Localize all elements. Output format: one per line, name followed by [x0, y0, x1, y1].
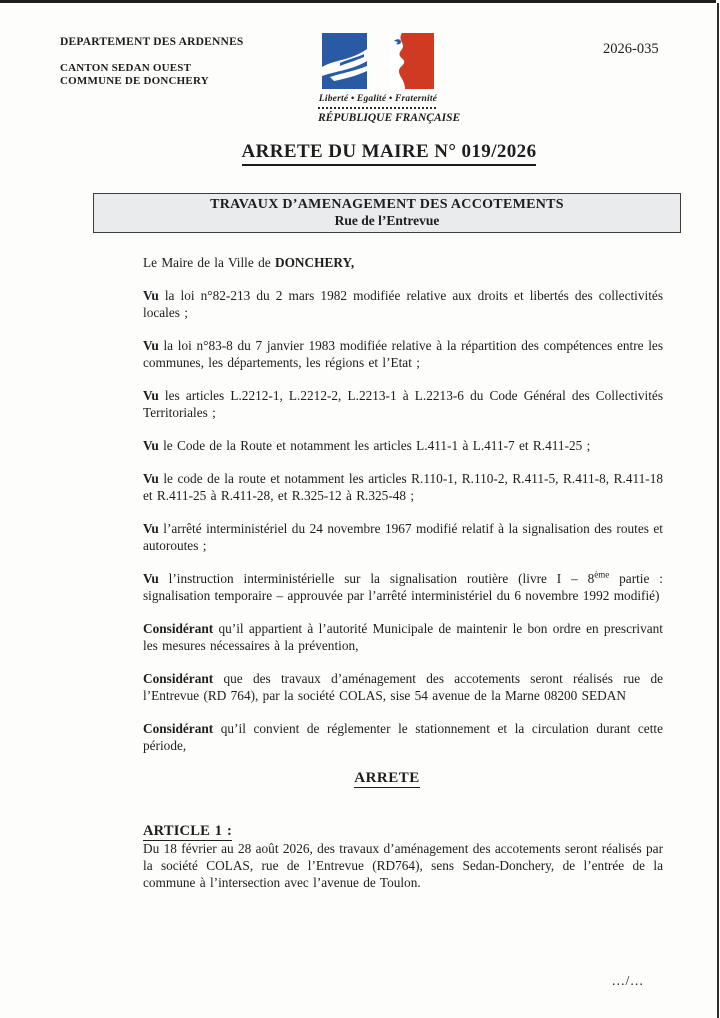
body-paragraph-3: Vu la loi n°83-8 du 7 janvier 1983 modifiée relative à la répartition des compétences entre les communes, les départements, les régions et l’Etat ; [143, 338, 663, 370]
body-paragraphs [143, 254, 663, 754]
body-paragraph-9: Considérant qu’il appartient à l’autorité Municipale de maintenir le bon ordre en prescrivant les mesures nécessaires à la prévention, [143, 621, 663, 653]
document-title: ARRETE DU MAIRE N° 019/2026 [95, 141, 683, 163]
canton-label: CANTON SEDAN OUEST [60, 62, 192, 74]
page-continuation-mark: .../... [612, 974, 644, 989]
republic-logo-block [318, 33, 461, 124]
subject-line-1: TRAVAUX D’AMENAGEMENT DES ACCOTEMENTS [210, 197, 564, 212]
body-paragraph-2: Vu la loi n°82-213 du 2 mars 1982 modifiée relative aux droits et libertés des collectivités locales ; [143, 288, 663, 320]
article-1-text: Du 18 février au 28 août 2026, des travaux d’aménagement des accotements seront réalisés par la société COLAS, rue de l’Entrevue (RD764), sens Sedan-Donchery, de l’entrée de la commune à l’intersection avec l’avenue de Toulon. [143, 841, 663, 890]
subject-box [93, 193, 681, 233]
body-paragraph-11: Considérant qu’il convient de réglementer le stationnement et la circulation durant cette période, [143, 721, 663, 753]
document-body [143, 254, 663, 907]
scan-edge-top [0, 0, 716, 3]
body-paragraph-4: Vu les articles L.2212-1, L.2212-2, L.2213-1 à L.2213-6 du Code Général des Collectivités Territoriales ; [143, 388, 663, 420]
body-paragraph-1: Le Maire de la Ville de DONCHERY, [143, 255, 355, 270]
subject-line-2: Rue de l’Entrevue [334, 213, 440, 228]
header-administrative-block [60, 36, 244, 88]
logo-divider [318, 107, 438, 109]
body-paragraph-10: Considérant que des travaux d’aménagement des accotements seront réalisés rue de l’Entrevue (RD 764), par la société COLAS, sise 54 avenue de la Marne 08200 SEDAN [143, 671, 663, 703]
department-label: DEPARTEMENT DES ARDENNES [60, 36, 244, 48]
arrete-heading: ARRETE [354, 770, 420, 786]
logo-motto: Liberté • Egalité • Fraternité [318, 94, 438, 104]
body-paragraph-6: Vu le code de la route et notamment les articles R.110-1, R.110-2, R.411-5, R.411-8, R.411-18 et R.411-25 à R.411-28, et R.325-12 à R.325-48 ; [143, 471, 663, 503]
scan-edge-right [717, 3, 719, 1018]
reference-number: 2026-035 [603, 41, 659, 57]
body-paragraph-8: Vu l’instruction interministérielle sur la signalisation routière (livre I – 8ème partie : signalisation temporaire – approuvée par l’arrêté interministériel du 6 novembre 1992 modifié) [143, 569, 663, 603]
body-paragraph-7: Vu l’arrêté interministériel du 24 novembre 1967 modifié relatif à la signalisation des routes et autoroutes ; [143, 521, 663, 553]
logo-republic-label: RÉPUBLIQUE FRANÇAISE [318, 112, 461, 124]
article-1-heading: ARTICLE 1 : [143, 823, 233, 839]
commune-label: COMMUNE DE DONCHERY [60, 75, 209, 87]
marianne-logo-icon [322, 33, 434, 91]
body-paragraph-5: Vu le Code de la Route et notamment les articles L.411-1 à L.411-7 et R.411-25 ; [143, 438, 591, 453]
